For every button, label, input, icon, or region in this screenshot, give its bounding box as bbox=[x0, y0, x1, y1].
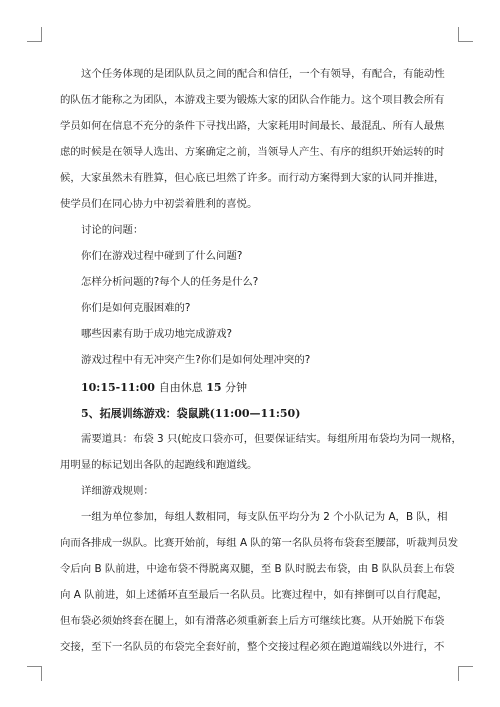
section-5-heading bbox=[81, 407, 300, 420]
question-item: 怎样分析问题的?每个人的任务是什么? bbox=[81, 276, 259, 288]
crop-mark-bottom-right bbox=[458, 666, 473, 681]
rules-line: 向 A 队前进，如上述循环直至最后一名队员。比赛过程中，如有摔倒可以自行爬起， bbox=[60, 589, 448, 601]
props-line: 用明显的标记划出各队的起跑线和跑道线。 bbox=[60, 459, 258, 471]
discussion-heading: 讨论的问题： bbox=[81, 224, 144, 236]
question-item: 哪些因素有助于成功地完成游戏? bbox=[81, 328, 232, 340]
section-number: 5 bbox=[81, 407, 89, 420]
crop-mark-top-left bbox=[27, 27, 42, 42]
question-item: 游戏过程中有无冲突产生?你们是如何处理冲突的? bbox=[81, 354, 311, 366]
paragraph-line: 这个任务体现的是团队队员之间的配合和信任，一个有领导，有配合，有能动性 bbox=[81, 68, 445, 80]
question-item: 你们在游戏过程中碰到了什么问题? bbox=[81, 250, 243, 262]
crop-mark-bottom-left bbox=[27, 666, 42, 681]
props-line: 需要道具：布袋 3 只(蛇皮口袋亦可，但要保证结实。每组所用布袋均为同一规格， bbox=[81, 433, 462, 445]
section-title: 、拓展训练游戏：袋鼠跳 bbox=[88, 407, 210, 420]
rules-line: 令后向 B 队前进，中途布袋不得脱离双腿，至 B 队时脱去布袋，由 B 队队员套上布袋 bbox=[60, 563, 455, 575]
break-schedule bbox=[81, 381, 247, 394]
break-time: 10:15-11:00 bbox=[81, 381, 159, 394]
break-unit: 分钟 bbox=[221, 381, 248, 394]
paragraph-line: 候，大家虽然未有胜算，但心底已坦然了许多。而行动方案得到大家的认同并推进， bbox=[60, 172, 445, 184]
paragraph-line: 的队伍才能称之为团队，本游戏主要为锻炼大家的团队合作能力。这个项目教会所有 bbox=[60, 94, 445, 106]
question-item: 你们是如何克服困难的? bbox=[81, 302, 191, 314]
paragraph-line: 使学员们在同心协力中初尝着胜利的喜悦。 bbox=[60, 198, 258, 210]
paragraph-line: 学员如何在信息不充分的条件下寻找出路，大家耗用时间最长、最混乱、所有人最焦 bbox=[60, 120, 445, 132]
paragraph-line: 虑的时候是在领导人选出、方案确定之前，当领导人产生、有序的组织开始运转的时 bbox=[60, 146, 445, 158]
break-duration: 15 bbox=[206, 381, 222, 394]
section-time: (11:00—11:50) bbox=[209, 407, 301, 420]
rules-line: 交接，至下一名队员的布袋完全套好前，整个交接过程必须在跑道端线以外进行，不 bbox=[60, 641, 445, 653]
crop-mark-top-right bbox=[458, 27, 473, 42]
rules-line: 向而各排成一纵队。比赛开始前，每组 A 队的第一名队员将布袋套至腰部，听裁判员发 bbox=[60, 537, 459, 549]
rules-line: 一组为单位参加，每组人数相同，每支队伍平均分为 2 个小队记为 A，B 队，相 bbox=[81, 511, 448, 523]
rules-line: 但布袋必须始终套在腿上，如有滑落必须重新套上后方可继续比赛。从开始脱下布袋 bbox=[60, 615, 445, 627]
break-label: 自由休息 bbox=[158, 381, 207, 394]
rules-heading: 详细游戏规则： bbox=[81, 485, 154, 497]
